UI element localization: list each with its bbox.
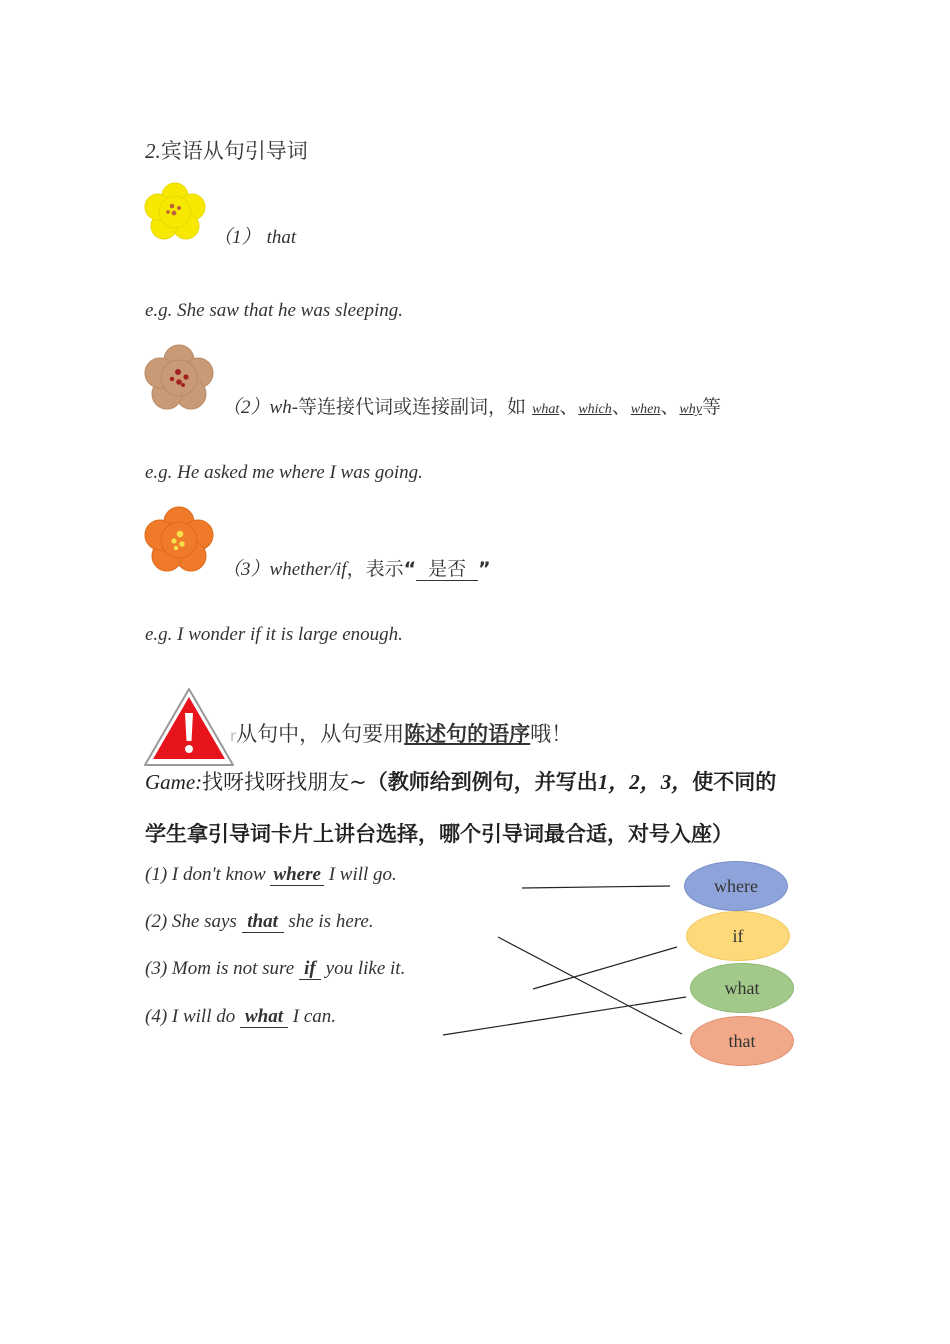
example-1: e.g. She saw that he was sleeping. [145, 300, 404, 321]
line-sentence-2-to-that [498, 937, 682, 1034]
item-2-description: 等连接代词或连接副词，如 [298, 396, 527, 418]
item-2-word-when: when [630, 402, 661, 417]
item-2-keyword: wh- [269, 397, 299, 418]
item-2-word-what: what [532, 402, 560, 417]
warning-note: r从句中，从句要用陈述句的语序哦！ [230, 722, 573, 746]
item-3-number: （3） [222, 559, 270, 580]
sentence-1: (1) I don't know where I will go. [145, 864, 397, 885]
sentence-4-answer: what [240, 1007, 288, 1028]
game-instruction: 学生拿引导词卡片上讲台选择，哪个引导词最合适，对号入座） [145, 822, 733, 846]
sentence-3-answer: if [299, 959, 321, 980]
game-title: 找呀找呀找朋友~ [202, 770, 367, 794]
item-2-word-which: which [578, 402, 612, 417]
sentence-3: (3) Mom is not sure if you like it. [145, 958, 406, 979]
item-2-word-why: why [679, 402, 702, 417]
item-3-keyword: whether/if [269, 559, 347, 580]
sentence-1-answer: where [270, 865, 324, 886]
item-2-tail: 等 [701, 396, 721, 418]
line-sentence-1-to-where [522, 886, 670, 888]
sentence-4: (4) I will do what I can. [145, 1006, 337, 1027]
card-where[interactable]: where [684, 861, 788, 911]
sentence-2-answer: that [242, 912, 284, 933]
example-2: e.g. He asked me where I was going. [145, 462, 423, 483]
line-sentence-3-to-if [533, 947, 677, 989]
item-3-meaning: 是否 [416, 560, 478, 581]
example-3: e.g. I wonder if it is large enough. [145, 624, 403, 645]
line-sentence-4-to-what [443, 997, 686, 1035]
item-2: （2）wh-等连接代词或连接副词，如 what、which、when、why等 [222, 396, 721, 418]
card-that[interactable]: that [690, 1016, 794, 1066]
item-2-number: （2） [222, 397, 270, 418]
sentence-2: (2) She says that she is here. [145, 911, 374, 932]
item-1-keyword: that [266, 227, 297, 248]
section-number: 2. [145, 139, 161, 163]
section-title-text: 宾语从句引导词 [160, 139, 308, 163]
game-heading: Game:找呀找呀找朋友~（教师给到例句，并写出1，2，3，使不同的 [145, 770, 777, 794]
game-label: Game: [145, 770, 203, 794]
item-1-number: （1） [213, 227, 261, 248]
card-what[interactable]: what [690, 963, 794, 1013]
warning-emphasis: 陈述句的语序 [404, 722, 531, 746]
item-3: （3）whether/if，表示“ 是否 ” [222, 558, 491, 580]
card-if[interactable]: if [686, 911, 790, 961]
